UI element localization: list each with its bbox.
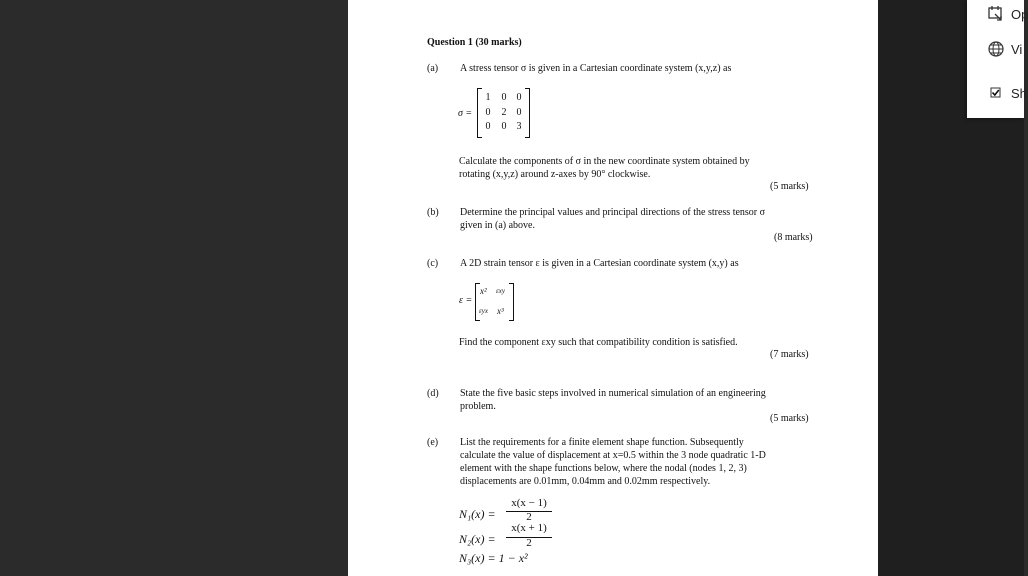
panel-item-label: Sh — [1011, 85, 1027, 101]
panel-item-label: Vi — [1011, 41, 1023, 57]
part-e-text-2: calculate the value of displacement at x=0.5 within the 3 node quadratic 1-D — [460, 450, 766, 461]
panel-item-show[interactable] — [987, 83, 1027, 103]
part-a-text-2: rotating (x,y,z) around z-axes by 90° clockwise. — [459, 169, 651, 180]
part-d-text-2: problem. — [460, 401, 496, 412]
part-e-text-1: List the requirements for a finite element shape function. Subsequently — [460, 437, 744, 448]
part-e-text-4: displacements are 0.01mm, 0.04mm and 0.02mm respectively. — [460, 476, 711, 487]
side-menu-panel — [967, 0, 1028, 118]
part-b-text-1: Determine the principal values and principal directions of the stress tensor σ — [460, 207, 766, 218]
part-a-intro: A stress tensor σ is given in a Cartesian coordinate system (x,y,z) as — [460, 63, 732, 74]
panel-item-open[interactable] — [987, 4, 1028, 24]
matrix-a-cell: 0 — [501, 121, 507, 132]
part-c-label: (c) — [427, 258, 439, 269]
shape-function-n2-numerator: x(x + 1) — [511, 522, 547, 534]
panel-item-label: Op — [1011, 6, 1028, 22]
globe-icon — [987, 40, 1005, 58]
part-c-marks: (7 marks) — [770, 349, 809, 360]
question-title: Question 1 (30 marks) — [427, 37, 522, 48]
part-d-marks: (5 marks) — [770, 413, 809, 424]
matrix-c-cell: εxy — [496, 287, 505, 295]
shape-function-n2-lhs: N₂(x) = — [459, 532, 496, 546]
open-book-icon — [987, 5, 1005, 23]
matrix-a-cell: 0 — [516, 107, 522, 118]
part-e-label: (e) — [427, 437, 439, 448]
matrix-a-cell: 2 — [501, 107, 507, 118]
shape-function-n1-numerator: x(x − 1) — [511, 497, 547, 509]
matrix-a-cell: 0 — [501, 92, 507, 103]
part-b-marks: (8 marks) — [774, 232, 813, 243]
checkbox-icon[interactable] — [987, 84, 1005, 102]
sigma-symbol: σ = — [458, 108, 473, 119]
part-e-text-3: element with the shape functions below, where the nodal (nodes 1, 2, 3) — [460, 463, 747, 474]
part-b-text-2: given in (a) above. — [460, 220, 535, 231]
epsilon-symbol: ε = — [459, 295, 473, 306]
part-c-text-1: Find the component εxy such that compatibility condition is satisfied. — [459, 337, 738, 348]
part-c-intro: A 2D strain tensor ε is given in a Cartesian coordinate system (x,y) as — [460, 258, 739, 269]
shape-function-n2-denominator: 2 — [526, 537, 532, 549]
matrix-c-right-bracket — [509, 283, 514, 321]
matrix-c-cell: x³ — [497, 306, 504, 316]
part-a-text-1: Calculate the components of σ in the new coordinate system obtained by — [459, 156, 750, 167]
matrix-c-cell: εyx — [479, 307, 488, 315]
part-d-label: (d) — [427, 388, 439, 399]
shape-function-n3: N₃(x) = 1 − x² — [459, 551, 528, 565]
matrix-a-cell: 3 — [516, 121, 522, 132]
part-a-label: (a) — [427, 63, 439, 74]
shape-function-n1-lhs: N₁(x) = — [459, 507, 496, 521]
part-b-label: (b) — [427, 207, 439, 218]
part-d-text-1: State the five basic steps involved in numerical simulation of an engineering — [460, 388, 766, 399]
matrix-c-cell: x² — [480, 286, 487, 296]
panel-item-view[interactable] — [987, 39, 1022, 59]
part-a-marks: (5 marks) — [770, 181, 809, 192]
matrix-a-cell: 0 — [485, 107, 491, 118]
matrix-a-cell: 1 — [485, 92, 491, 103]
shape-function-n1-denominator: 2 — [526, 511, 532, 523]
matrix-a-right-bracket — [525, 88, 530, 138]
matrix-a-cell: 0 — [516, 92, 522, 103]
matrix-a-cell: 0 — [485, 121, 491, 132]
document-page — [348, 0, 878, 576]
